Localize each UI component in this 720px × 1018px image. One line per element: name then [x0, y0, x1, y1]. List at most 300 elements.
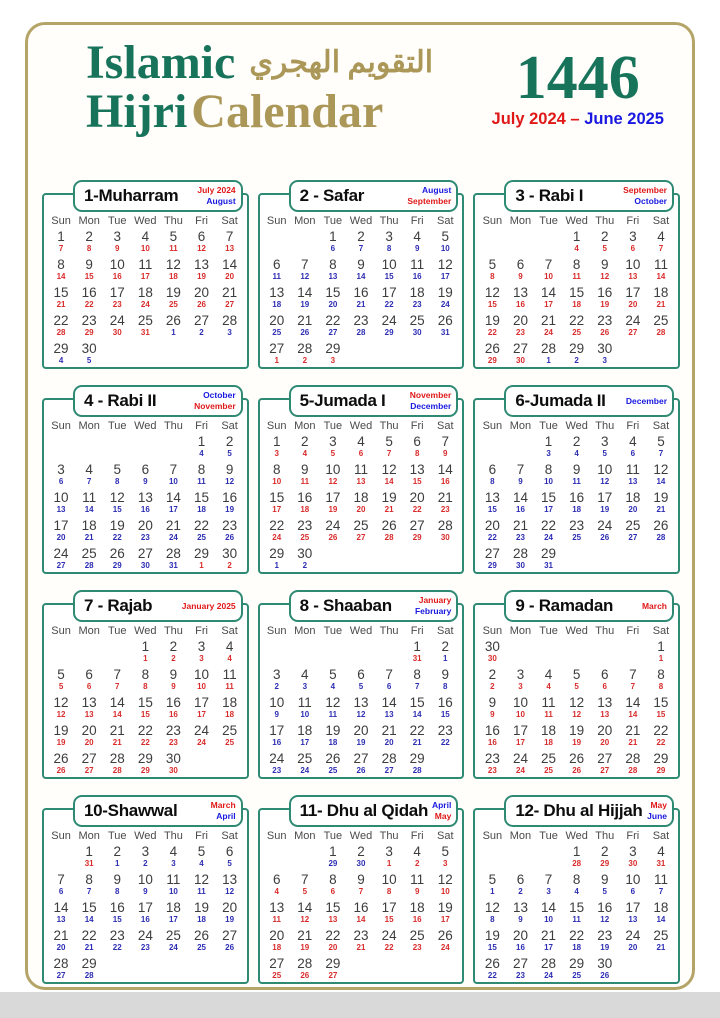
- weekday-label: Sun: [51, 829, 71, 842]
- gregorian-date: 13: [628, 477, 638, 486]
- hijri-date: 12: [381, 461, 397, 477]
- hijri-date: 26: [653, 517, 669, 533]
- hijri-date: [647, 340, 675, 356]
- gregorian-date: 8: [386, 887, 392, 896]
- gregorian-date: 23: [516, 533, 525, 542]
- gregorian-date: 24: [544, 971, 554, 980]
- gregorian-date: 24: [440, 300, 450, 309]
- hijri-date: [478, 228, 506, 244]
- hijri-date: [47, 433, 75, 449]
- hijri-date: 9: [113, 871, 121, 887]
- gregorian-date: 6: [630, 449, 636, 458]
- weekday-label: Sat: [437, 829, 454, 842]
- gregorian-date: 2: [302, 356, 308, 365]
- hijri-date: 17: [381, 284, 397, 300]
- hijri-row: [263, 340, 460, 356]
- gregorian-date: 14: [56, 272, 66, 281]
- hijri-date: [47, 843, 75, 859]
- hijri-date: 20: [409, 489, 425, 505]
- month-title: 1-Muharram: [84, 186, 179, 205]
- hijri-date: 23: [353, 312, 369, 328]
- hijri-date: 10: [597, 461, 613, 477]
- gregorian-date: 18: [300, 505, 310, 514]
- gregorian-date: 6: [330, 887, 336, 896]
- weekday-row: [478, 624, 675, 638]
- gregorian-date: 9: [414, 244, 420, 253]
- gregorian-date: 4: [574, 244, 579, 253]
- month-title: 3 - Rabi I: [515, 186, 584, 205]
- hijri-date: 4: [629, 433, 637, 449]
- gregorian-date: 30: [440, 533, 450, 542]
- gregorian-date: [619, 561, 647, 573]
- hijri-row: [47, 927, 244, 943]
- hijri-date: 9: [301, 461, 309, 477]
- gregorian-row: [47, 244, 244, 256]
- gregorian-row: [263, 887, 460, 899]
- weekday-label: Sat: [652, 214, 670, 227]
- hijri-date: 9: [600, 871, 609, 887]
- hijri-date: 1: [272, 433, 281, 449]
- hijri-date: 14: [437, 461, 453, 477]
- hijri-date: 27: [269, 955, 285, 971]
- weekday-label: Fri: [195, 829, 208, 842]
- gregorian-date: 22: [140, 738, 150, 747]
- gregorian-date: 28: [56, 328, 66, 337]
- gregorian-date: 23: [168, 738, 178, 747]
- gregorian-row: [47, 272, 244, 284]
- hijri-date: [263, 638, 291, 654]
- hijri-date: 6: [225, 843, 234, 859]
- month-title: 8 - Shaaban: [299, 596, 392, 615]
- month-tab: [73, 590, 243, 622]
- hijri-row: [47, 871, 244, 887]
- hijri-date: 3: [141, 843, 150, 859]
- month-date-grid: [263, 624, 460, 778]
- weekday-label: Wed: [349, 829, 373, 842]
- hijri-date: 12: [109, 489, 125, 505]
- hijri-date: [291, 228, 319, 244]
- gregorian-date: [375, 971, 403, 983]
- gregorian-date: 21: [56, 300, 66, 309]
- hijri-date: 8: [572, 871, 581, 887]
- hijri-date: 4: [301, 666, 309, 682]
- gregorian-date: 19: [328, 505, 338, 514]
- title-word-islamic: Islamic: [86, 36, 236, 89]
- gregorian-row: [478, 533, 675, 545]
- gregorian-date: [347, 654, 375, 666]
- gregorian-date: 14: [656, 272, 666, 281]
- hijri-date: 1: [572, 228, 581, 244]
- hijri-date: 10: [625, 256, 641, 272]
- hijri-date: 7: [301, 871, 309, 887]
- weekday-label: Thu: [379, 214, 399, 227]
- hijri-date: 21: [625, 722, 641, 738]
- month-title: 4 - Rabi II: [84, 391, 157, 410]
- gregorian-date: [478, 244, 506, 256]
- gregorian-date: 28: [656, 533, 666, 542]
- gregorian-date: 19: [300, 300, 310, 309]
- hijri-date: 20: [137, 517, 153, 533]
- gregorian-date: 20: [84, 738, 94, 747]
- hijri-date: 7: [544, 256, 553, 272]
- hijri-date: 18: [625, 489, 641, 505]
- gregorian-date: 20: [628, 300, 638, 309]
- hijri-row: [47, 899, 244, 915]
- hijri-date: 3: [629, 228, 637, 244]
- hijri-date: 17: [194, 694, 210, 710]
- hijri-row: [263, 545, 460, 561]
- gregorian-date: 25: [225, 738, 235, 747]
- hijri-date: 12: [194, 871, 210, 887]
- hijri-date: 25: [353, 517, 369, 533]
- gregorian-date: 27: [356, 533, 366, 542]
- gregorian-date: 14: [412, 710, 422, 719]
- gregorian-date: 12: [225, 477, 235, 486]
- weekday-label: Thu: [379, 419, 399, 432]
- hijri-date: 20: [269, 312, 285, 328]
- gregorian-date: 14: [656, 477, 666, 486]
- gregorian-date: 19: [56, 738, 66, 747]
- gregorian-date: 28: [112, 766, 122, 775]
- gregorian-date: [403, 356, 431, 368]
- gregorian-date: 21: [656, 300, 666, 309]
- gregorian-date: 23: [140, 533, 150, 542]
- gregorian-date: 10: [516, 710, 525, 719]
- gregorian-date: [47, 859, 75, 871]
- month-tab: [73, 385, 243, 417]
- hijri-date: 8: [572, 256, 581, 272]
- hijri-date: 4: [225, 638, 234, 654]
- gregorian-row: [47, 505, 244, 517]
- hijri-date: 9: [600, 256, 609, 272]
- weekday-label: Wed: [134, 829, 157, 842]
- hijri-date: 8: [272, 461, 281, 477]
- hijri-date: [591, 638, 619, 654]
- gregorian-date: [403, 561, 431, 573]
- hijri-date: 1: [329, 843, 337, 859]
- hijri-date: 19: [194, 899, 210, 915]
- hijri-date: [216, 340, 244, 356]
- gregorian-date: 24: [197, 738, 206, 747]
- gregorian-date: 27: [628, 328, 638, 337]
- hijri-date: 3: [629, 843, 637, 859]
- hijri-date: 24: [512, 750, 528, 766]
- gregorian-row: [478, 710, 675, 722]
- hijri-date: 10: [194, 666, 210, 682]
- hijri-date: 24: [109, 312, 125, 328]
- month-tab: [289, 385, 459, 417]
- month-card: [258, 800, 465, 984]
- gregorian-date: [263, 654, 291, 666]
- gregorian-row: [478, 943, 675, 955]
- hijri-date: 8: [329, 871, 337, 887]
- hijri-date: 10: [269, 694, 285, 710]
- hijri-date: 16: [81, 284, 97, 300]
- hijri-date: 3: [516, 666, 525, 682]
- month-card: [258, 185, 465, 369]
- gregorian-date: 26: [328, 533, 338, 542]
- gregorian-date: 14: [84, 505, 94, 514]
- gregorian-date: 20: [628, 943, 638, 952]
- gregorian-date: 30: [516, 561, 525, 570]
- gregorian-date: 23: [412, 300, 422, 309]
- hijri-date: 26: [569, 750, 585, 766]
- weekday-label: Wed: [134, 624, 157, 637]
- gregorian-date: 28: [628, 766, 638, 775]
- weekday-row: [47, 624, 244, 638]
- hijri-date: 8: [197, 461, 206, 477]
- hijri-date: 27: [512, 955, 528, 971]
- month-tab: [289, 795, 459, 827]
- hijri-date: 10: [381, 256, 397, 272]
- hijri-date: 17: [325, 489, 341, 505]
- gregorian-date: 1: [658, 654, 664, 663]
- title-word-calendar: Calendar: [191, 84, 384, 138]
- hijri-date: 16: [297, 489, 313, 505]
- gregorian-date: 7: [86, 887, 92, 896]
- hijri-date: 25: [541, 750, 557, 766]
- hijri-date: 24: [625, 312, 641, 328]
- gregorian-date: 12: [600, 272, 610, 281]
- hijri-date: 6: [516, 256, 525, 272]
- hijri-date: 24: [53, 545, 69, 561]
- hijri-date: [478, 843, 506, 859]
- hijri-date: 23: [597, 927, 613, 943]
- gregorian-date: 10: [544, 915, 554, 924]
- gregorian-date: 27: [628, 533, 638, 542]
- hijri-date: 29: [194, 545, 210, 561]
- gregorian-date: 24: [168, 943, 178, 952]
- gregorian-date: 21: [84, 943, 94, 952]
- hijri-date: 21: [222, 284, 238, 300]
- hijri-date: 13: [194, 256, 210, 272]
- gregorian-date: 2: [143, 859, 148, 868]
- gregorian-date: 6: [358, 449, 364, 458]
- gregorian-date: 21: [412, 738, 422, 747]
- hijri-date: [159, 340, 187, 356]
- gregorian-row: [47, 915, 244, 927]
- hijri-date: 23: [222, 517, 238, 533]
- gregorian-date: 1: [490, 887, 495, 896]
- month-sub-label: March: [210, 800, 236, 811]
- gregorian-row: [478, 300, 675, 312]
- gregorian-date: 10: [197, 682, 206, 691]
- gregorian-date: [619, 654, 647, 666]
- gregorian-date: 10: [140, 244, 150, 253]
- gregorian-row: [263, 561, 460, 573]
- gregorian-date: 24: [440, 943, 450, 952]
- gregorian-date: 17: [168, 915, 178, 924]
- gregorian-date: 17: [168, 505, 178, 514]
- gregorian-date: 20: [225, 272, 235, 281]
- gregorian-date: 29: [84, 328, 94, 337]
- gregorian-row: [263, 272, 460, 284]
- month-date-grid: [263, 419, 460, 573]
- page-title: [86, 36, 434, 138]
- month-sub-label: October: [203, 390, 236, 401]
- hijri-date: 8: [544, 461, 553, 477]
- gregorian-date: 18: [272, 943, 282, 952]
- gregorian-date: 30: [412, 328, 422, 337]
- hijri-row: [47, 340, 244, 356]
- hijri-row: [263, 228, 460, 244]
- hijri-date: 7: [441, 433, 450, 449]
- month-tab: [73, 795, 243, 827]
- hijri-date: [506, 228, 534, 244]
- gregorian-date: 31: [544, 561, 554, 570]
- hijri-date: 8: [657, 666, 665, 682]
- weekday-label: Tue: [323, 829, 343, 842]
- hijri-date: 19: [109, 517, 125, 533]
- hijri-date: 16: [597, 899, 613, 915]
- month-tab: [289, 180, 459, 212]
- hijri-date: 7: [113, 666, 121, 682]
- gregorian-date: 3: [546, 887, 551, 896]
- hijri-date: 15: [653, 694, 669, 710]
- hijri-row: [47, 461, 244, 477]
- hijri-date: 12: [53, 694, 69, 710]
- gregorian-date: 17: [440, 915, 450, 924]
- gregorian-date: 26: [300, 328, 310, 337]
- weekday-label: Wed: [349, 624, 373, 637]
- hijri-date: 3: [197, 638, 206, 654]
- hijri-date: 7: [225, 228, 234, 244]
- gregorian-row: [263, 710, 460, 722]
- hijri-date: 4: [357, 433, 365, 449]
- gregorian-date: 19: [600, 505, 610, 514]
- hijri-date: 29: [137, 750, 153, 766]
- gregorian-date: 21: [356, 943, 366, 952]
- hijri-date: 7: [544, 871, 553, 887]
- hijri-date: 4: [657, 843, 665, 859]
- month-sub-label: December: [625, 395, 667, 406]
- weekday-label: Sun: [51, 214, 71, 227]
- month-card: [42, 390, 249, 574]
- hijri-date: 3: [57, 461, 65, 477]
- gregorian-date: 16: [140, 505, 150, 514]
- gregorian-date: 2: [199, 328, 204, 337]
- gregorian-date: [159, 971, 187, 983]
- hijri-date: 29: [569, 340, 585, 356]
- hijri-date: 25: [653, 927, 669, 943]
- hijri-year: 1446: [515, 44, 640, 112]
- hijri-date: 22: [194, 517, 210, 533]
- gregorian-date: [103, 449, 131, 461]
- hijri-date: [216, 955, 244, 971]
- weekday-label: Tue: [323, 419, 343, 432]
- gregorian-date: 22: [84, 300, 94, 309]
- hijri-date: [506, 433, 534, 449]
- gregorian-row: [263, 356, 460, 368]
- weekday-label: Wed: [349, 419, 373, 432]
- hijri-date: 19: [484, 927, 500, 943]
- gregorian-date: 13: [328, 915, 338, 924]
- month-title: 6-Jumada II: [515, 391, 606, 410]
- gregorian-date: 26: [225, 533, 235, 542]
- gregorian-date: 20: [328, 943, 338, 952]
- gregorian-date: 16: [487, 738, 497, 747]
- hijri-date: 9: [357, 256, 365, 272]
- hijri-date: 12: [484, 284, 500, 300]
- gregorian-date: [216, 356, 244, 368]
- gregorian-date: 17: [544, 943, 554, 952]
- weekday-label: Sat: [221, 419, 238, 432]
- hijri-date: 18: [165, 899, 181, 915]
- gregorian-row: [47, 859, 244, 871]
- gregorian-date: 10: [544, 272, 554, 281]
- gregorian-date: 24: [544, 328, 554, 337]
- gregorian-date: 2: [574, 356, 579, 365]
- gregorian-date: 6: [58, 477, 64, 486]
- gregorian-date: 16: [412, 915, 422, 924]
- hijri-row: [478, 517, 675, 533]
- hijri-date: 26: [109, 545, 125, 561]
- gregorian-date: 19: [600, 300, 610, 309]
- hijri-date: 11: [653, 256, 668, 272]
- hijri-row: [47, 694, 244, 710]
- gregorian-date: 22: [656, 738, 666, 747]
- hijri-date: 4: [141, 228, 150, 244]
- gregorian-date: 5: [574, 682, 579, 691]
- gregorian-date: 29: [140, 766, 150, 775]
- gregorian-row: [263, 915, 460, 927]
- gregorian-date: 26: [600, 328, 610, 337]
- weekday-label: Fri: [626, 214, 640, 227]
- hijri-date: 30: [297, 545, 313, 561]
- gregorian-date: [647, 971, 675, 983]
- hijri-date: 27: [484, 545, 500, 561]
- hijri-row: [478, 899, 675, 915]
- gregorian-date: 13: [56, 915, 66, 924]
- gregorian-date: 2: [414, 859, 420, 868]
- hijri-date: 18: [137, 284, 153, 300]
- hijri-date: [431, 750, 459, 766]
- gregorian-date: [187, 971, 215, 983]
- gregorian-date: [103, 356, 131, 368]
- hijri-row: [263, 871, 460, 887]
- hijri-date: 27: [597, 750, 613, 766]
- gregorian-date: 4: [227, 654, 232, 663]
- hijri-date: [403, 955, 431, 971]
- gregorian-date: 30: [628, 859, 638, 868]
- hijri-date: 11: [166, 871, 181, 887]
- month-sub-label: December: [410, 401, 452, 411]
- hijri-row: [263, 256, 460, 272]
- hijri-date: 15: [541, 489, 557, 505]
- hijri-date: 12: [653, 461, 669, 477]
- month-sub-label: September: [623, 185, 667, 196]
- hijri-date: 11: [82, 489, 97, 505]
- gregorian-date: 11: [300, 477, 310, 486]
- weekday-label: Sat: [437, 214, 454, 227]
- gregorian-row: [47, 533, 244, 545]
- gregorian-date: 8: [490, 915, 495, 924]
- hijri-date: 13: [597, 694, 613, 710]
- hijri-date: 13: [484, 489, 500, 505]
- hijri-date: 30: [81, 340, 97, 356]
- year-block: [491, 44, 664, 129]
- gregorian-date: 27: [328, 328, 338, 337]
- hijri-date: 17: [269, 722, 285, 738]
- hijri-date: 14: [512, 489, 528, 505]
- gregorian-date: 8: [490, 272, 495, 281]
- hijri-date: 2: [113, 843, 121, 859]
- hijri-row: [47, 955, 244, 971]
- gregorian-date: 17: [544, 300, 554, 309]
- month-card: [42, 800, 249, 984]
- gregorian-row: [478, 654, 675, 666]
- weekday-label: Sun: [266, 624, 287, 637]
